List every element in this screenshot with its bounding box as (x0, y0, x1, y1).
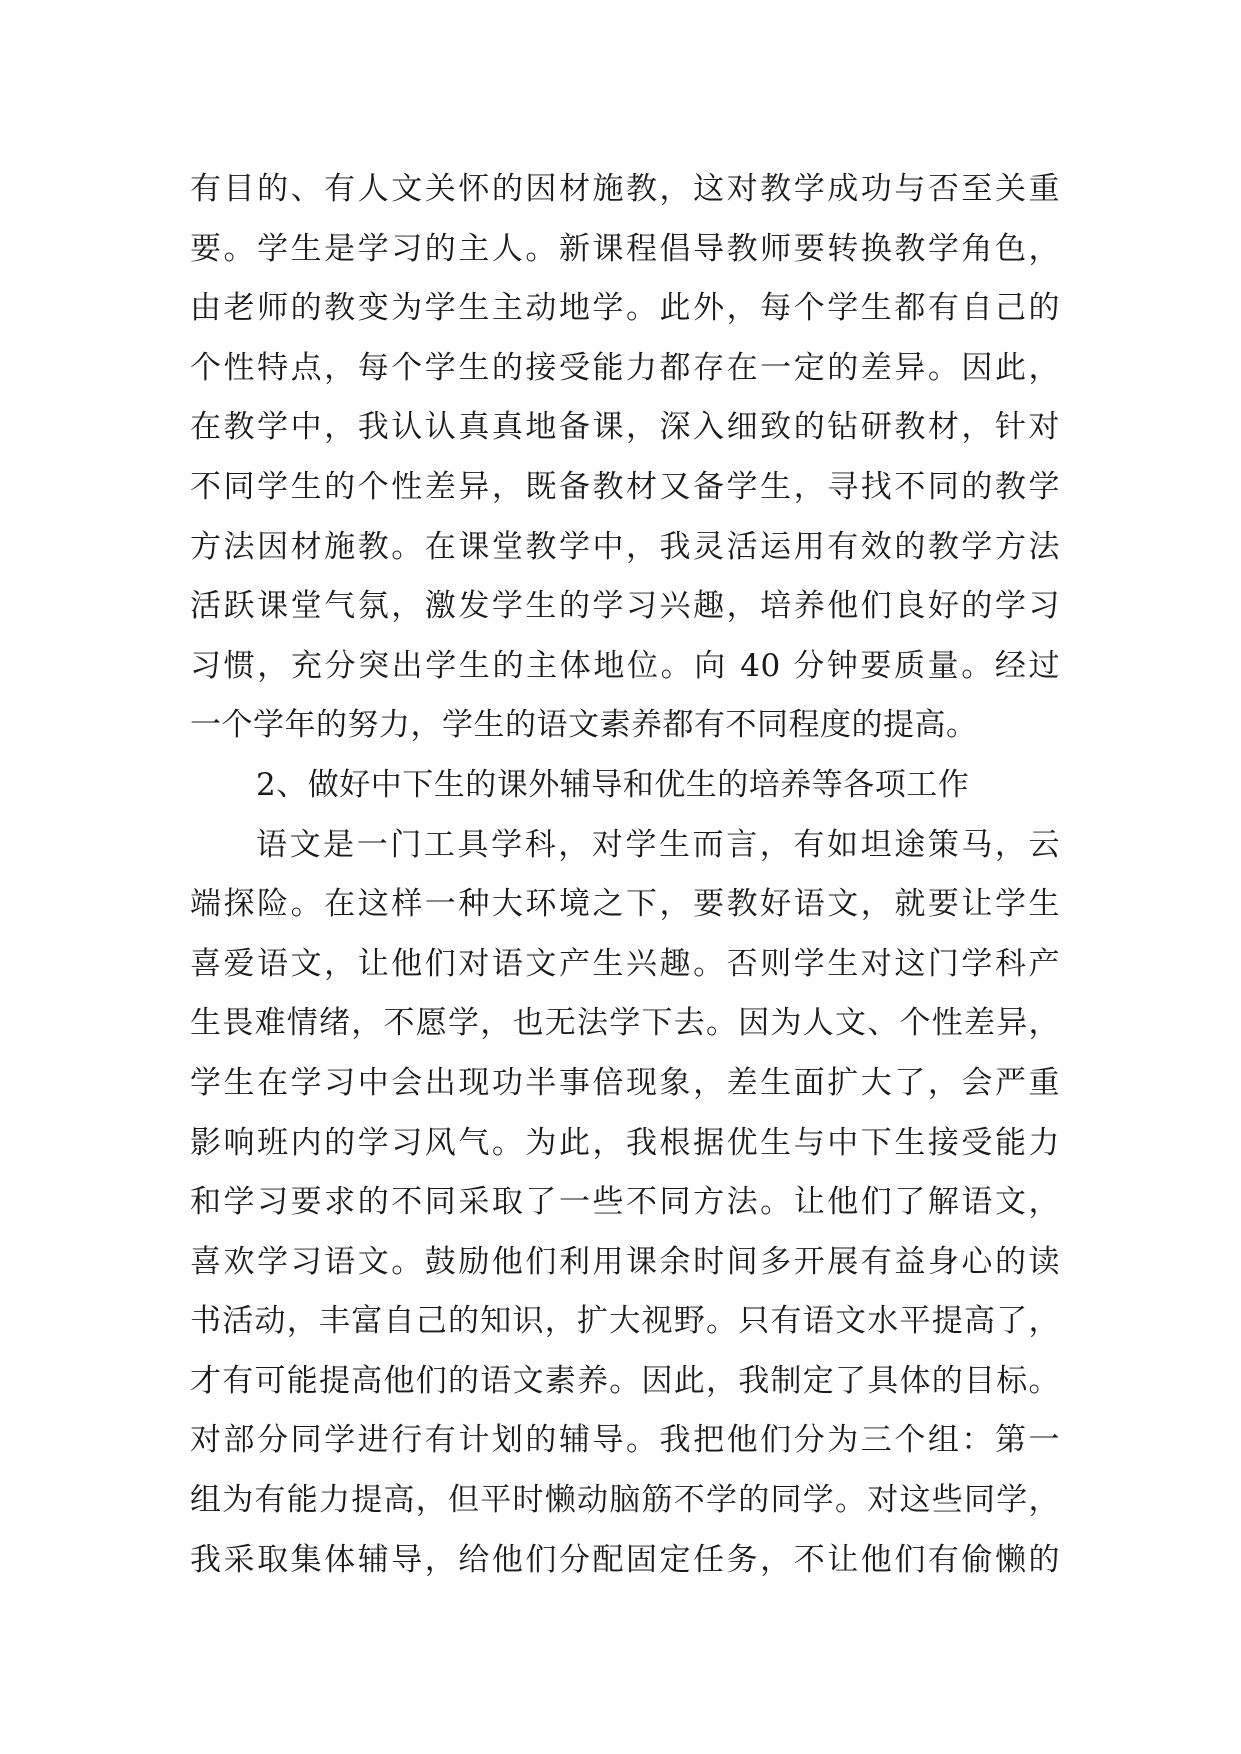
text-line: 组为有能力提高，但平时懒动脑筋不学的同学。对这些同学， (190, 1482, 1060, 1519)
text-line: 我采取集体辅导，给他们分配固定任务，不让他们有偷懒的 (190, 1541, 1060, 1578)
text-line: 生畏难情绪，不愿学，也无法学下去。因为人文、个性差异， (190, 1005, 1060, 1042)
text-line: 由老师的教变为学生主动地学。此外，每个学生都有自己的 (190, 290, 1060, 327)
section-heading: 2、做好中下生的课外辅导和优生的培养等各项工作 (256, 766, 970, 803)
text-line: 对部分同学进行有计划的辅导。我把他们分为三个组：第一 (190, 1422, 1060, 1459)
text-line: 喜欢学习语文。鼓励他们利用课余时间多开展有益身心的读 (190, 1243, 1060, 1280)
text-line: 学生在学习中会出现功半事倍现象，差生面扩大了，会严重 (190, 1064, 1060, 1101)
text-line: 一个学年的努力，学生的语文素养都有不同程度的提高。 (190, 707, 978, 744)
text-line: 个性特点，每个学生的接受能力都存在一定的差异。因此， (190, 349, 1060, 386)
text-line: 习惯，充分突出学生的主体地位。向 40 分钟要质量。经过 (190, 647, 1060, 684)
text-line: 和学习要求的不同采取了一些不同方法。让他们了解语文， (190, 1184, 1060, 1221)
text-line: 语文是一门工具学科，对学生而言，有如坦途策马，云 (256, 826, 1060, 863)
text-line: 书活动，丰富自己的知识，扩大视野。只有语文水平提高了， (190, 1303, 1060, 1340)
text-line: 端探险。在这样一种大环境之下，要教好语文，就要让学生 (190, 886, 1060, 923)
text-line: 方法因材施教。在课堂教学中，我灵活运用有效的教学方法 (190, 528, 1060, 565)
body-text (190, 160, 1060, 1590)
text-line: 要。学生是学习的主人。新课程倡导教师要转换教学角色， (190, 230, 1060, 267)
text-line: 喜爱语文，让他们对语文产生兴趣。否则学生对这门学科产 (190, 945, 1060, 982)
text-line: 活跃课堂气氛，激发学生的学习兴趣，培养他们良好的学习 (190, 588, 1060, 625)
text-line: 在教学中，我认认真真地备课，深入细致的钻研教材，针对 (190, 409, 1060, 446)
text-line: 有目的、有人文关怀的因材施教，这对教学成功与否至关重 (190, 171, 1060, 207)
text-line: 不同学生的个性差异，既备教材又备学生，寻找不同的教学 (190, 468, 1060, 505)
text-line: 影响班内的学习风气。为此，我根据优生与中下生接受能力 (190, 1124, 1060, 1161)
text-line: 才有可能提高他们的语文素养。因此，我制定了具体的目标。 (190, 1362, 1060, 1399)
